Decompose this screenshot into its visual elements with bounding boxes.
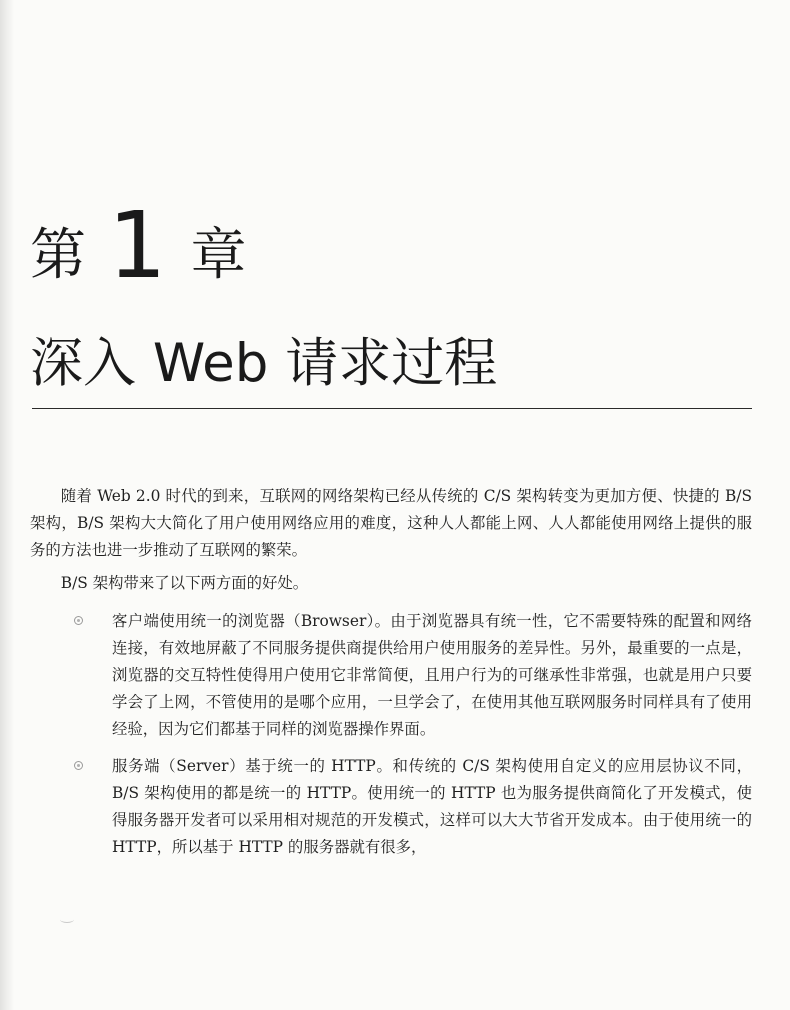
benefits-list [30,608,752,861]
paragraph-benefits-lead: B/S 架构带来了以下两方面的好处。 [60,574,309,592]
list-item [30,608,752,743]
chapter-number: 1 [108,192,167,299]
chapter-prefix: 第 [30,223,86,288]
list-item [30,753,752,861]
scan-mark [60,916,74,923]
bullet-circle-icon [74,761,83,770]
chapter-heading [30,192,247,299]
page-binding-shadow [0,0,14,1010]
bullet-circle-icon [74,616,83,625]
chapter-title: 深入 Web 请求过程 [30,333,498,394]
body-text [30,483,752,871]
bullet-text-browser: 客户端使用统一的浏览器（Browser）。由于浏览器具有统一性，它不需要特殊的配置和网络连接，有效地屏蔽了不同服务提供商提供给用户使用服务的差异性。另外，最重要的一点是，浏览器的交互特性使得用户使用它非常简便，且用户行为的可继承性非常强，也就是用户只要学会了上网，不管使用的是哪个应用，一旦学会了，在使用其他互联网服务时同样具有了使用经验，因为它们都基于同样的浏览器操作界面。 [112,612,752,738]
paragraph-intro: 随着 Web 2.0 时代的到来，互联网的网络架构已经从传统的 C/S 架构转变为更加方便、快捷的 B/S 架构，B/S 架构大大简化了用户使用网络应用的难度，这种人人都能上网、人人都能使用网络上提供的服务的方法也进一步推动了互联网的繁荣。 [30,487,752,559]
chapter-suffix: 章 [190,223,247,288]
title-divider [32,408,752,409]
bullet-text-server: 服务端（Server）基于统一的 HTTP。和传统的 C/S 架构使用自定义的应用层协议不同，B/S 架构使用的都是统一的 HTTP。使用统一的 HTTP 也为服务提供商简化了开发模式，使得服务器开发者可以采用相对规范的开发模式，这样可以大大节省开发成本。由于使用统一的 HTTP，所以基于 HTTP 的服务器就有很多， [112,757,752,856]
